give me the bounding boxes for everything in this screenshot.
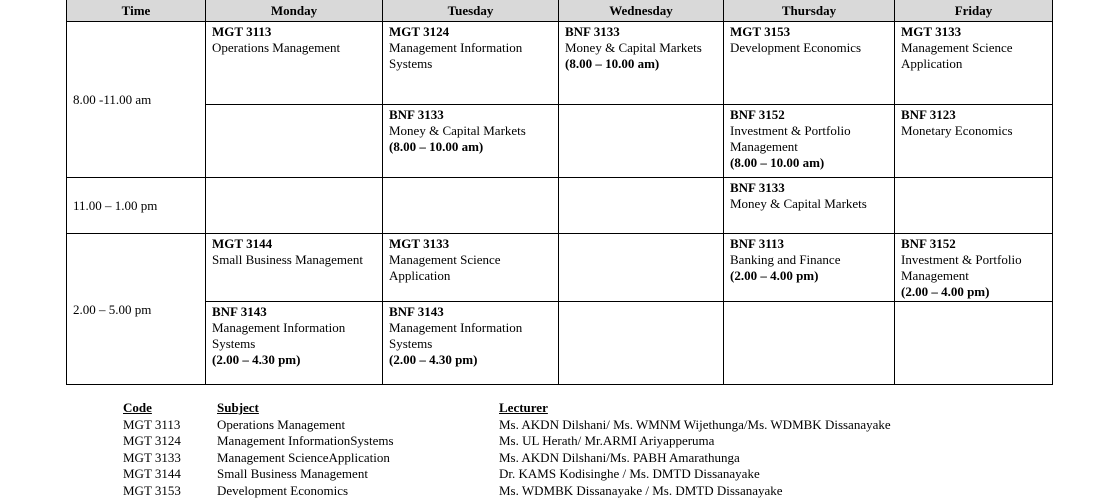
course-time-note: (2.00 – 4.30 pm) [212, 352, 376, 368]
class-cell [724, 22, 895, 105]
course-title: Banking and Finance [730, 252, 888, 268]
course-title: Management Information Systems [389, 320, 552, 352]
course-code: BNF 3123 [901, 107, 1046, 123]
class-cell [724, 234, 895, 302]
class-cell [895, 234, 1053, 302]
empty-cell [895, 302, 1053, 385]
legend-lecturer: Dr. KAMS Kodisinghe / Ms. DMTD Dissanayake [499, 466, 760, 483]
course-code: MGT 3133 [901, 24, 1046, 40]
legend-lecturer: Ms. AKDN Dilshani/ Ms. WMNM Wijethunga/Ms. WDMBK Dissanayake [499, 417, 891, 434]
time-slot-midday: 11.00 – 1.00 pm [67, 178, 206, 234]
class-cell [206, 22, 383, 105]
course-title: Development Economics [730, 40, 888, 56]
course-title: Investment & Portfolio Management [901, 252, 1046, 284]
course-time-note: (2.00 – 4.00 pm) [901, 284, 1046, 300]
empty-cell [724, 302, 895, 385]
class-cell [383, 234, 559, 302]
course-code: BNF 3152 [901, 236, 1046, 252]
empty-cell [559, 302, 724, 385]
course-code: BNF 3143 [212, 304, 376, 320]
course-time-note: (2.00 – 4.30 pm) [389, 352, 552, 368]
table-row [67, 105, 1053, 178]
course-code: MGT 3113 [212, 24, 376, 40]
legend-subject: Management InformationSystems [217, 433, 394, 450]
empty-cell [559, 234, 724, 302]
header-monday: Monday [206, 0, 383, 22]
empty-cell [383, 178, 559, 234]
legend-row [0, 466, 1100, 483]
course-title: Management Information Systems [212, 320, 376, 352]
course-code: BNF 3113 [730, 236, 888, 252]
legend-code: MGT 3144 [123, 466, 181, 483]
legend-row [0, 417, 1100, 434]
course-code: BNF 3152 [730, 107, 888, 123]
legend-code: MGT 3113 [123, 417, 180, 434]
legend-subject: Small Business Management [217, 466, 368, 483]
course-legend [0, 400, 1100, 499]
course-code: BNF 3133 [565, 24, 717, 40]
time-slot-morning: 8.00 -11.00 am [67, 22, 206, 178]
course-time-note: (2.00 – 4.00 pm) [730, 268, 888, 284]
course-title: Investment & Portfolio Management [730, 123, 888, 155]
legend-header-lecturer: Lecturer [499, 400, 548, 417]
course-title: Management Information Systems [389, 40, 552, 72]
course-title: Money & Capital Markets [565, 40, 717, 56]
legend-subject: Development Economics [217, 483, 348, 499]
course-time-note: (8.00 – 10.00 am) [730, 155, 888, 171]
class-cell [383, 105, 559, 178]
header-time: Time [67, 0, 206, 22]
course-code: MGT 3153 [730, 24, 888, 40]
time-slot-afternoon: 2.00 – 5.00 pm [67, 234, 206, 385]
legend-code: MGT 3153 [123, 483, 181, 499]
class-cell [206, 302, 383, 385]
class-cell [895, 105, 1053, 178]
course-title: Monetary Economics [901, 123, 1046, 139]
empty-cell [206, 178, 383, 234]
legend-subject: Operations Management [217, 417, 345, 434]
table-row [67, 234, 1053, 302]
table-row [67, 178, 1053, 234]
legend-row [0, 433, 1100, 450]
course-code: MGT 3124 [389, 24, 552, 40]
course-code: MGT 3144 [212, 236, 376, 252]
course-code: MGT 3133 [389, 236, 552, 252]
legend-row [0, 450, 1100, 467]
empty-cell [559, 105, 724, 178]
class-cell [383, 302, 559, 385]
course-code: BNF 3133 [389, 107, 552, 123]
header-row [67, 0, 1053, 22]
class-cell [895, 22, 1053, 105]
course-title: Management Science Application [389, 252, 552, 284]
course-time-note: (8.00 – 10.00 am) [565, 56, 717, 72]
course-title: Money & Capital Markets [730, 196, 888, 212]
legend-lecturer: Ms. UL Herath/ Mr.ARMI Ariyapperuma [499, 433, 714, 450]
class-cell [206, 234, 383, 302]
legend-lecturer: Ms. WDMBK Dissanayake / Ms. DMTD Dissanayake [499, 483, 783, 499]
legend-header-code: Code [123, 400, 152, 417]
timetable [66, 0, 1053, 385]
table-row [67, 302, 1053, 385]
course-title: Management Science Application [901, 40, 1046, 72]
class-cell [724, 105, 895, 178]
empty-cell [559, 178, 724, 234]
course-code: BNF 3133 [730, 180, 888, 196]
class-cell [724, 178, 895, 234]
empty-cell [206, 105, 383, 178]
legend-code: MGT 3124 [123, 433, 181, 450]
legend-subject: Management ScienceApplication [217, 450, 390, 467]
legend-code: MGT 3133 [123, 450, 181, 467]
legend-header-subject: Subject [217, 400, 259, 417]
legend-lecturer: Ms. AKDN Dilshani/Ms. PABH Amarathunga [499, 450, 740, 467]
header-friday: Friday [895, 0, 1053, 22]
class-cell [559, 22, 724, 105]
header-wednesday: Wednesday [559, 0, 724, 22]
course-code: BNF 3143 [389, 304, 552, 320]
table-row [67, 22, 1053, 105]
course-title: Small Business Management [212, 252, 376, 268]
empty-cell [895, 178, 1053, 234]
course-title: Operations Management [212, 40, 376, 56]
course-title: Money & Capital Markets [389, 123, 552, 139]
header-tuesday: Tuesday [383, 0, 559, 22]
legend-row [0, 483, 1100, 499]
legend-header-row [0, 400, 1100, 417]
course-time-note: (8.00 – 10.00 am) [389, 139, 552, 155]
header-thursday: Thursday [724, 0, 895, 22]
class-cell [383, 22, 559, 105]
